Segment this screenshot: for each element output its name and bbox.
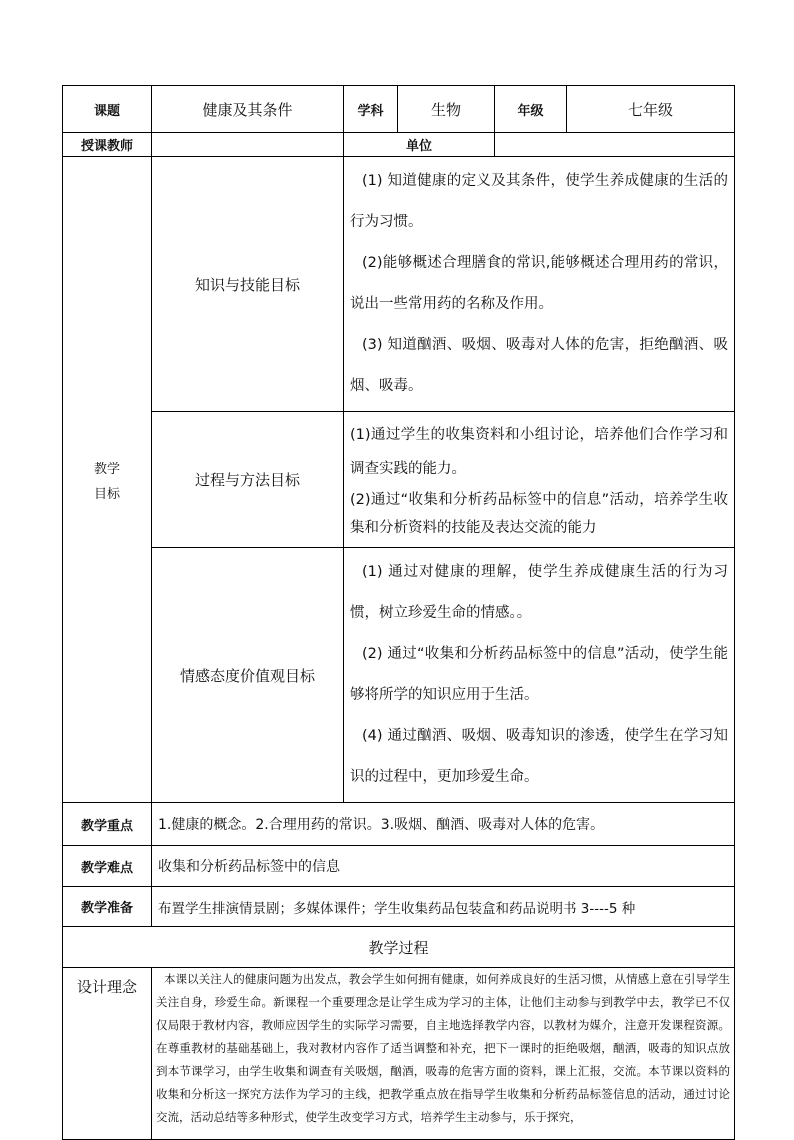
emotion-objective-label: 情感态度价值观目标 — [152, 548, 344, 803]
knowledge-objective-content — [344, 157, 735, 412]
design-text: 本课以关注人的健康问题为出发点，教会学生如何拥有健康，如何养成良好的生活习惯，从情感上意在引导学生关注自身，珍爱生命。新课程一个重要理念是让学生成为学习的主体，让他们主动参与到教学中去，教学已不仅仅局限于教材内容，教师应因学生的实际学习需要，自主地选择教学内容，以教材为媒介，注意开发课程资源。在尊重教材的基础基础上，我对教材内容作了适当调整和补充，把下一课时的拒绝吸烟，酗酒，吸毒的知识点放到本节课学习，由学生收集和调查有关吸烟，酗酒，吸毒的危害方面的资料，课上汇报，交流。本节课以资料的收集和分析这一探究方法作为学习的主线，把教学重点放在指导学生收集和分析药品标签信息的活动，通过讨论交流，活动总结等多种形式，使学生改变学习方式，培养学生主动参与，乐于探究， — [152, 968, 735, 1140]
topic-value: 健康及其条件 — [152, 86, 344, 133]
knowledge-item: (3) 知道酗酒、吸烟、吸毒对人体的危害，拒绝酗酒、吸烟、吸毒。 — [350, 337, 728, 394]
difficulties-text: 收集和分析药品标签中的信息 — [152, 846, 735, 887]
subject-value: 生物 — [398, 86, 495, 133]
difficulties-label: 教学难点 — [63, 846, 152, 887]
teacher-label: 授课教师 — [63, 133, 152, 157]
preparation-text: 布置学生排演情景剧；多媒体课件；学生收集药品包装盒和药品说明书 3----5 种 — [152, 887, 735, 927]
subject-label: 学科 — [344, 86, 398, 133]
unit-value — [495, 133, 735, 157]
emotion-objective-content — [344, 548, 735, 803]
knowledge-item: (2)能够概述合理膳食的常识,能够概述合理用药的常识，说出一些常用药的名称及作用。 — [350, 255, 728, 312]
process-objective-label: 过程与方法目标 — [152, 412, 344, 548]
objectives-label-line1: 教学 — [93, 461, 120, 477]
key-points-text: 1.健康的概念。2.合理用药的常识。3.吸烟、酗酒、吸毒对人体的危害。 — [152, 803, 735, 846]
preparation-label: 教学准备 — [63, 887, 152, 927]
key-points-label: 教学重点 — [63, 803, 152, 846]
grade-label: 年级 — [495, 86, 567, 133]
knowledge-item: (1) 知道健康的定义及其条件，使学生养成健康的生活的行为习惯。 — [350, 173, 728, 230]
process-item: (2)通过“收集和分析药品标签中的信息”活动，培养学生收集和分析资料的技能及表达交流的能力 — [350, 491, 728, 536]
lesson-plan-table — [62, 85, 735, 1140]
teacher-value — [152, 133, 344, 157]
grade-value: 七年级 — [567, 86, 735, 133]
emotion-item: (2) 通过“收集和分析药品标签中的信息”活动，使学生能够将所学的知识应用于生活。 — [350, 646, 728, 703]
objectives-label-line2: 目标 — [93, 486, 120, 502]
objectives-section-label — [63, 157, 152, 803]
design-label: 设计理念 — [63, 968, 152, 1140]
knowledge-objective-label: 知识与技能目标 — [152, 157, 344, 412]
emotion-item: (4) 通过酗酒、吸烟、吸毒知识的渗透，使学生在学习知识的过程中，更加珍爱生命。 — [350, 728, 728, 785]
process-objective-content — [344, 412, 735, 548]
topic-label: 课题 — [63, 86, 152, 133]
emotion-item: (1) 通过对健康的理解，使学生养成健康生活的行为习惯，树立珍爱生命的情感。。 — [350, 564, 728, 621]
process-item: (1)通过学生的收集资料和小组讨论，培养他们合作学习和调查实践的能力。 — [350, 426, 728, 477]
teaching-process-title: 教学过程 — [63, 927, 735, 968]
unit-label: 单位 — [344, 133, 495, 157]
